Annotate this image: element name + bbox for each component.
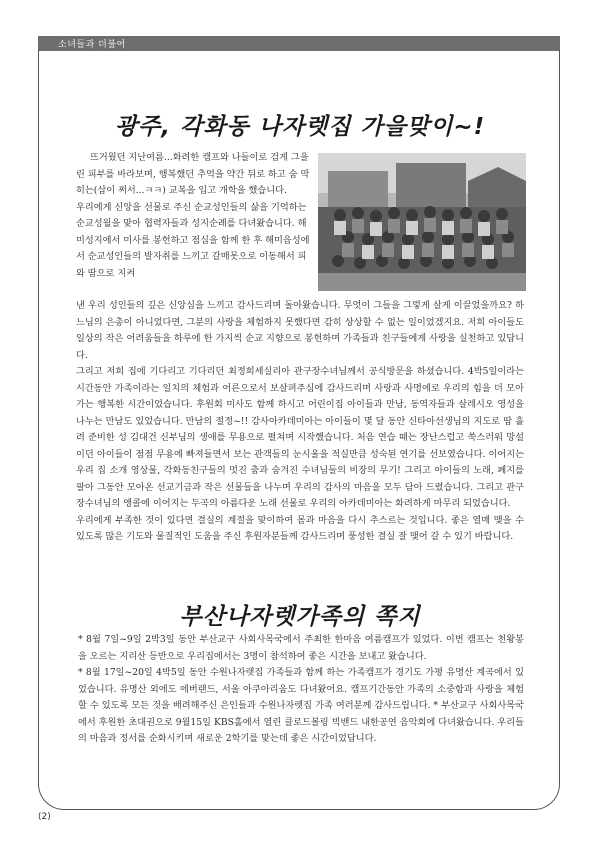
article-body bbox=[76, 298, 524, 546]
article-intro-text bbox=[76, 150, 311, 282]
note-item: * 8월 17일~20일 4박5일 동안 수원나자렛집 가족들과 함께 하는 가족캠프가 경기도 가평 유명산 계곡에서 있었습니다. 유명산 외에도 에버랜드, 서울 아쿠아리움도 다녀왔어요. 캠프기간동안 가족의 소중함과 사랑을 체험할 수 있도록 모든 것을 배려해주신 은인들과 수원나자렛집 가족 여러분께 감사드립니다. * 부산교구 사회사목국에서 후원한 초대권으로 9월15일 KBS홀에서 열린 클로드볼링 빅밴드 내한공연 음악회에 다녀왔습니다. 우리들의 마음과 정서를 순화시키며 새로운 2학기를 맞는데 좋은 시간이었답니다. bbox=[78, 667, 524, 744]
note-item: * 8월 7일~9일 2박3일 동안 부산교구 사회사목국에서 주최한 한마음 여름캠프가 있었다. 이번 캠프는 천왕봉을 오르는 지리산 등반으로 우리집에서는 3명이 참석하여 좋은 시간을 보내고 왔습니다. bbox=[78, 634, 524, 662]
paragraph: 그리고 저희 집에 기다리고 기다리던 최정희세실리아 관구장수녀님께서 공식방문을 하셨습니다. 4박5일이라는 시간동안 가족이라는 일치의 체험과 어른으로서 보살펴주심에 감사드리며 사랑과 사명에로 우리의 힘을 더 모아가는 행복한 시간이었습니다. 후원회 미사도 함께 하시고 어린이집 아이들과 만남, 동역자들과 살레시오 영성을 나누는 만남도 있었습니다. 만남의 절정~!! 감사아카데미아는 아이들이 몇 달 동안 신타아선생님의 지도로 땀 흘려 준비한 성 김대건 신부님의 생애를 무용으로 펼쳐며 시작했습니다. 처음 연습 때는 장난스럽고 쑥스러워 망설이던 아이들이 점점 무용에 빠져들면서 보는 관객들의 눈시울을 적실만큼 성숙된 연기를 선보였습니다. 이어지는 우리 집 소개 영상물, 각화동친구들의 멋진 춤과 숨겨진 수녀님들의 비장의 무기! 그리고 아이들의 노래, 폐지를 팔아 그동안 모아온 선교기금과 작은 선물들을 나누며 우리의 감사의 마음을 모두 담아 드렸습니다. 그리고 관구장수녀님의 앵콜에 이어지는 두곡의 아름다운 노래 선물로 우리의 아카데미아는 화려하게 마무리 되었습니다. bbox=[76, 366, 524, 509]
section-title: 소녀들과 더불어 bbox=[58, 40, 126, 50]
page-number: (2) bbox=[38, 812, 51, 822]
group-photo-image bbox=[318, 153, 526, 291]
paragraph: 우리에게 신앙을 선물로 주신 순교성인들의 삶을 기억하는 순교성월을 맞아 협력자들과 성지순례를 다녀왔습니다. 해미성지에서 미사를 봉헌하고 점심을 함께 한 후 해미읍성에서 순교성인들의 발자취를 느끼고 갈매못으로 이동해서 피와 땀으로 지켜 bbox=[76, 201, 310, 279]
section-header-bar bbox=[38, 36, 560, 51]
article-title: 부산나자렛가족의 쪽지 bbox=[179, 604, 421, 630]
paragraph: 낸 우리 성인들의 깊은 신앙심을 느끼고 감사드리며 돌아왔습니다. 무엇이 그들을 그렇게 살게 이끌었을까요? 하느님의 은총이 아니었다면, 그분의 사랑을 체험하지 못했다면 감히 상상할 수 없는 일이었겠지요. 저희 아이들도 일상의 작은 어려움들을 하루에 한 가지씩 순교 지향으로 봉헌하며 가족들과 친구들에게 사랑을 실천하고 있답니다. bbox=[76, 300, 524, 361]
paragraph: 뜨거웠던 지난여름...화려한 캠프와 나들이로 검게 그을린 피부를 바라보며, 행복했던 추억을 약간 뒤로 하고 숨 막히는(삼이 쩌서...ㅋㅋ) 교복을 입고 개학을 했습니다. bbox=[76, 152, 310, 196]
article-title: 광주, 각화동 나자렛집 가을맞이~! bbox=[114, 114, 486, 140]
group-photo bbox=[318, 153, 526, 291]
notes-list bbox=[78, 632, 524, 748]
paragraph: 우리에게 부족한 것이 있다면 결실의 계절을 맞이하여 몸과 마음을 다시 추스르는 것입니다. 좋은 열매 맺을 수 있도록 많은 기도와 물질적인 도움을 주신 후원자분들께 감사드리며 풍성한 결실 잘 맺어 갈 수 있기 바랍니다. bbox=[76, 514, 524, 542]
